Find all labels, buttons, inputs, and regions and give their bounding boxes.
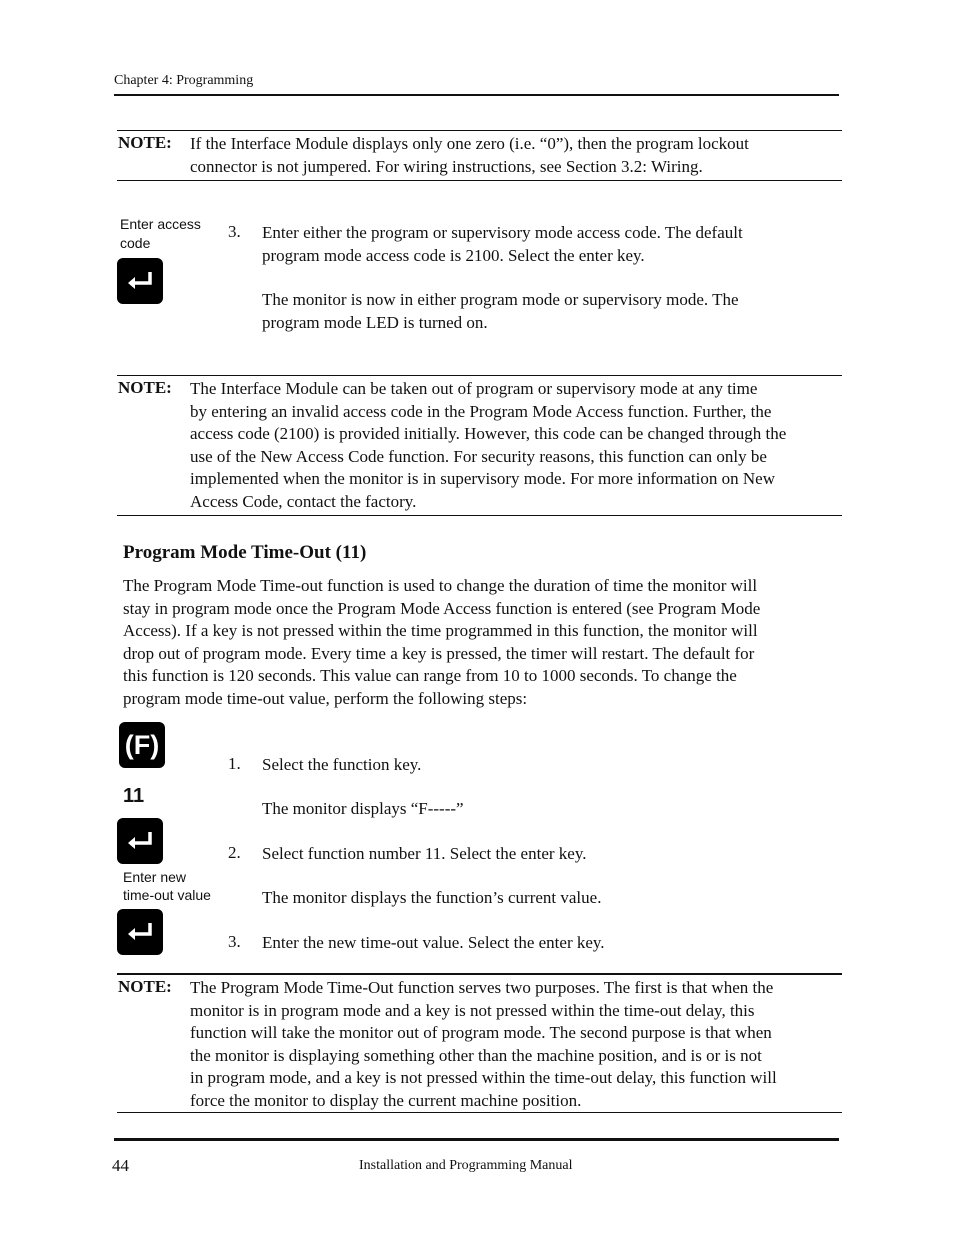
- access-result-line: program mode LED is turned on.: [262, 312, 488, 332]
- footer-title: Installation and Programming Manual: [359, 1158, 573, 1173]
- access-result-line: The monitor is now in either program mode or supervisory mode. The: [262, 290, 739, 309]
- note1-text: [190, 133, 845, 178]
- chapter-header: Chapter 4: Programming: [114, 73, 254, 88]
- section-heading: Program Mode Time-Out (11): [123, 542, 367, 563]
- section-paragraph: [123, 575, 838, 710]
- note3-line: the monitor is displaying something other than the machine position, and is or is not: [190, 1045, 762, 1065]
- note1-line: If the Interface Module displays only one zero (i.e. “0”), then the program lockout: [190, 134, 749, 153]
- step1-text: Select the function key.: [262, 755, 422, 774]
- enter-key-icon: [117, 909, 163, 955]
- step2-result: The monitor displays the function’s current value.: [262, 888, 602, 907]
- access-side-label: [120, 215, 201, 253]
- note3-line: function will take the monitor out of program mode. The second purpose is that when: [190, 1023, 772, 1042]
- note3-line: monitor is in program mode and a key is not pressed within the time-out delay, this: [190, 1000, 755, 1020]
- note2-line: Access Code, contact the factory.: [190, 491, 417, 511]
- access-step-result: [262, 289, 739, 334]
- note2-line: use of the New Access Code function. For security reasons, this function can only be: [190, 446, 767, 466]
- note2-line: implemented when the monitor is in supervisory mode. For more information on New: [190, 469, 775, 488]
- note2-line: by entering an invalid access code in the Program Mode Access function. Further, the: [190, 401, 772, 421]
- section-line: this function is 120 seconds. This value can range from 10 to 1000 seconds. To change the: [123, 666, 737, 685]
- step2-text: Select function number 11. Select the enter key.: [262, 844, 587, 863]
- page-number: 44: [112, 1156, 129, 1175]
- enter-key-icon: [117, 818, 163, 864]
- step1-result: The monitor displays “F-----”: [262, 799, 464, 818]
- note3-bottom-rule: [117, 1112, 842, 1113]
- access-step-number: 3.: [228, 222, 241, 241]
- note2-top-rule: [117, 375, 842, 376]
- note3-line: in program mode, and a key is not pressed within the time-out delay, this function will: [190, 1068, 777, 1087]
- note1-top-rule: [117, 130, 842, 131]
- note2-line: access code (2100) is provided initially. However, this code can be changed through the: [190, 424, 787, 443]
- step2-number: 2.: [228, 843, 241, 862]
- step3-number: 3.: [228, 932, 241, 951]
- section-line: The Program Mode Time-out function is used to change the duration of time the monitor will: [123, 576, 758, 595]
- section-line: program mode time-out value, perform the following steps:: [123, 688, 528, 708]
- access-step-line: program mode access code is 2100. Select the enter key.: [262, 245, 645, 265]
- section-line: drop out of program mode. Every time a key is pressed, the timer will restart. The default for: [123, 643, 755, 663]
- note2-line: The Interface Module can be taken out of program or supervisory mode at any time: [190, 379, 758, 398]
- step3-text: Enter the new time-out value. Select the enter key.: [262, 933, 605, 952]
- access-step-text: [262, 222, 743, 267]
- access-side-label-line: code: [120, 235, 151, 251]
- function-key-icon: (F): [119, 722, 165, 768]
- note3-label: NOTE:: [118, 977, 172, 996]
- enter-key-icon: [117, 258, 163, 304]
- timeout-side-label-line: Enter new: [123, 869, 187, 885]
- note1-line: connector is not jumpered. For wiring instructions, see Section 3.2: Wiring.: [190, 156, 703, 176]
- note3-line: The Program Mode Time-Out function serves two purposes. The first is that when the: [190, 978, 774, 997]
- note3-top-rule: [117, 973, 842, 975]
- note2-bottom-rule: [117, 515, 842, 516]
- function-number-label: 11: [123, 785, 145, 807]
- note2-label: NOTE:: [118, 378, 172, 397]
- note2-text: [190, 378, 845, 513]
- section-line: Access). If a key is not pressed within the time programmed in this function, the monitor will: [123, 621, 758, 640]
- note1-bottom-rule: [117, 180, 842, 181]
- note3-line: force the monitor to display the current machine position.: [190, 1090, 582, 1110]
- timeout-side-label: [123, 868, 211, 904]
- note1-label: NOTE:: [118, 133, 172, 152]
- header-rule: [114, 94, 839, 96]
- access-step-line: Enter either the program or supervisory mode access code. The default: [262, 223, 743, 242]
- step1-number: 1.: [228, 754, 241, 773]
- footer-rule: [114, 1138, 839, 1141]
- access-side-label-line: Enter access: [120, 216, 201, 232]
- timeout-side-label-line: time-out value: [123, 887, 211, 903]
- section-line: stay in program mode once the Program Mode Access function is entered (see Program Mode: [123, 598, 761, 618]
- note3-text: [190, 977, 845, 1112]
